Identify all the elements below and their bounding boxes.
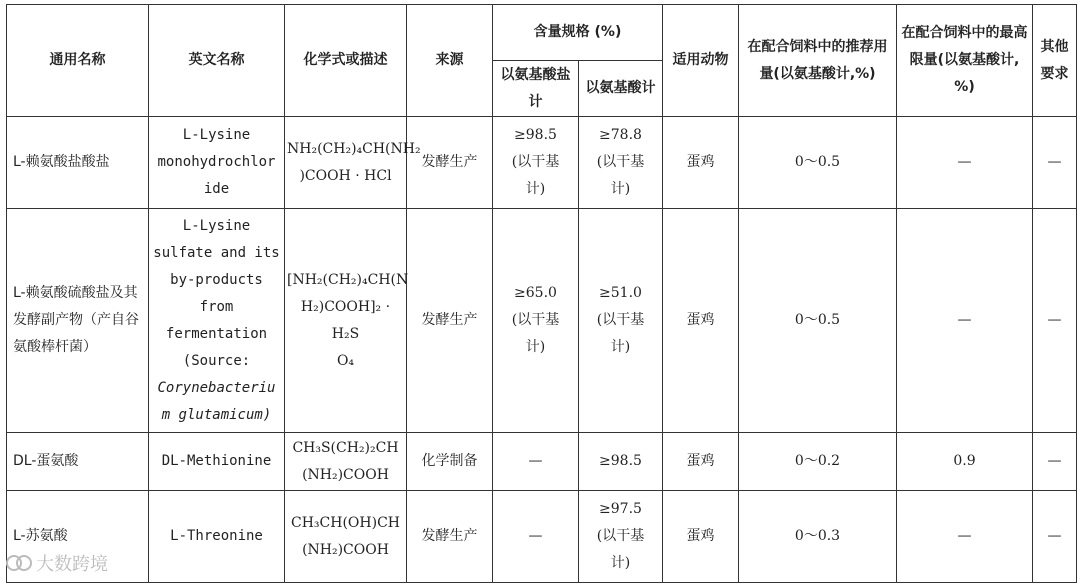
header-english-name: 英文名称 xyxy=(149,5,285,117)
cell-line: (NH₂)COOH xyxy=(302,541,389,558)
cell-formula xyxy=(285,433,407,491)
cell-line: L-Lysine xyxy=(182,217,251,234)
cell-line: (以干基 xyxy=(511,312,560,328)
table-row xyxy=(7,491,1077,583)
header-content-spec: 含量规格 (%) xyxy=(493,5,663,61)
cell-english-name xyxy=(149,491,285,583)
cell-line: [NH₂(CH₂)₄CH(N xyxy=(287,271,409,288)
cell-other: — xyxy=(1033,117,1077,209)
cell-line: ≥51.0 xyxy=(599,285,642,301)
cell-line: (Source: xyxy=(182,352,251,369)
cell-line: (NH₂)COOH xyxy=(302,466,389,483)
cell-max-limit: — xyxy=(897,117,1033,209)
cell-line: Corynebacteriu xyxy=(157,379,276,396)
cell-line: CH₃S(CH₂)₂CH xyxy=(292,439,399,456)
cell-line: (以干基 xyxy=(511,154,560,170)
cell-line: ide xyxy=(203,181,230,197)
cell-line: O₄ xyxy=(336,352,355,369)
table-row xyxy=(7,117,1077,209)
cell-recommended: 0～0.3 xyxy=(739,491,897,583)
cell-spec-acid xyxy=(579,491,663,583)
header-max-limit: 在配合饲料中的最高限量(以氨基酸计, %) xyxy=(897,5,1033,117)
cell-line: 计) xyxy=(525,181,546,197)
cell-english-name xyxy=(149,117,285,209)
cell-animal: 蛋鸡 xyxy=(663,491,739,583)
cell-line: monohydrochlor xyxy=(157,154,276,170)
header-recommended: 在配合饲料中的推荐用量(以氨基酸计,%) xyxy=(739,5,897,117)
cell-line: ≥98.5 xyxy=(599,453,642,469)
header-formula: 化学式或描述 xyxy=(285,5,407,117)
cell-formula xyxy=(285,117,421,209)
cell-spec-salt xyxy=(493,117,579,209)
cell-max-limit: — xyxy=(897,209,1033,433)
cell-line: L-Threonine xyxy=(170,528,263,544)
table-row xyxy=(7,433,1077,491)
cell-line: 计) xyxy=(525,339,546,355)
cell-recommended: 0～0.5 xyxy=(739,117,897,209)
table-body xyxy=(7,117,1077,583)
cell-source: 发酵生产 xyxy=(407,491,493,583)
cell-spec-acid xyxy=(579,209,663,433)
header-common-name: 通用名称 xyxy=(7,5,149,117)
cell-line: 其发酵副产物（产 xyxy=(13,285,138,328)
cell-common-name: L-赖氨酸盐酸盐 xyxy=(7,117,149,209)
header-animal: 适用动物 xyxy=(663,5,739,117)
cell-spec-acid xyxy=(579,433,663,491)
cell-line: fermentation xyxy=(165,325,268,342)
additive-spec-table xyxy=(6,4,1077,583)
cell-line: CH₃CH(OH)CH xyxy=(291,514,400,531)
cell-line: ≥97.5 xyxy=(599,501,642,517)
cell-line: L-赖氨酸硫酸盐及 xyxy=(13,285,124,301)
cell-line: DL-Methionine xyxy=(161,453,272,469)
header-spec-acid: 以氨基酸计 xyxy=(579,61,663,117)
cell-line: m glutamicum) xyxy=(161,406,272,423)
cell-line: (以干基 xyxy=(596,154,645,170)
header-spec-salt: 以氨基酸盐计 xyxy=(493,61,579,117)
cell-source: 发酵生产 xyxy=(407,209,493,433)
cell-line: (以干基 xyxy=(596,312,645,328)
cell-line: L-Lysine xyxy=(182,127,251,143)
cell-animal: 蛋鸡 xyxy=(663,209,739,433)
cell-source: 化学制备 xyxy=(407,433,493,491)
cell-line: ≥78.8 xyxy=(599,127,642,143)
cell-line: NH₂(CH₂)₄CH(NH₂ xyxy=(287,140,421,157)
cell-source: 发酵生产 xyxy=(407,117,493,209)
cell-line: H₂)COOH]₂ · H₂S xyxy=(300,298,391,342)
cell-recommended: 0～0.2 xyxy=(739,433,897,491)
cell-common-name xyxy=(7,209,149,433)
cell-line: (以干基 xyxy=(596,528,645,544)
cell-line: 计) xyxy=(610,181,631,197)
cell-formula xyxy=(285,209,407,433)
cell-line: from xyxy=(199,298,234,315)
cell-line: ≥65.0 xyxy=(514,285,557,301)
cell-line: — xyxy=(528,453,543,469)
cell-animal: 蛋鸡 xyxy=(663,433,739,491)
cell-spec-salt xyxy=(493,433,579,491)
watermark xyxy=(6,550,108,576)
header-other: 其他要求 xyxy=(1033,5,1077,117)
cell-english-name xyxy=(149,433,285,491)
cell-formula xyxy=(285,491,407,583)
cell-recommended: 0～0.5 xyxy=(739,209,897,433)
cell-other: — xyxy=(1033,209,1077,433)
cell-common-name: DL-蛋氨酸 xyxy=(7,433,149,491)
cell-spec-salt xyxy=(493,209,579,433)
cell-line: by-products xyxy=(170,271,263,288)
cell-animal: 蛋鸡 xyxy=(663,117,739,209)
cell-other: — xyxy=(1033,491,1077,583)
cell-line: sulfate and its xyxy=(153,244,280,261)
cell-other: — xyxy=(1033,433,1077,491)
cell-max-limit: 0.9 xyxy=(897,433,1033,491)
watermark-logo-icon xyxy=(6,552,32,574)
cell-line: ≥98.5 xyxy=(514,127,557,143)
cell-line: — xyxy=(528,528,543,544)
cell-line: )COOH · HCl xyxy=(299,167,392,184)
cell-common-name: L-苏氨酸 xyxy=(7,491,149,583)
cell-spec-salt xyxy=(493,491,579,583)
cell-line: 计) xyxy=(610,339,631,355)
watermark-text: 大数跨境 xyxy=(36,554,108,575)
cell-english-name xyxy=(149,209,285,433)
cell-line: 自谷氨酸棒杆菌） xyxy=(13,312,139,355)
header-source: 来源 xyxy=(407,5,493,117)
cell-spec-acid xyxy=(579,117,663,209)
cell-max-limit: — xyxy=(897,491,1033,583)
table-row xyxy=(7,209,1077,433)
cell-line: 计) xyxy=(610,555,631,571)
